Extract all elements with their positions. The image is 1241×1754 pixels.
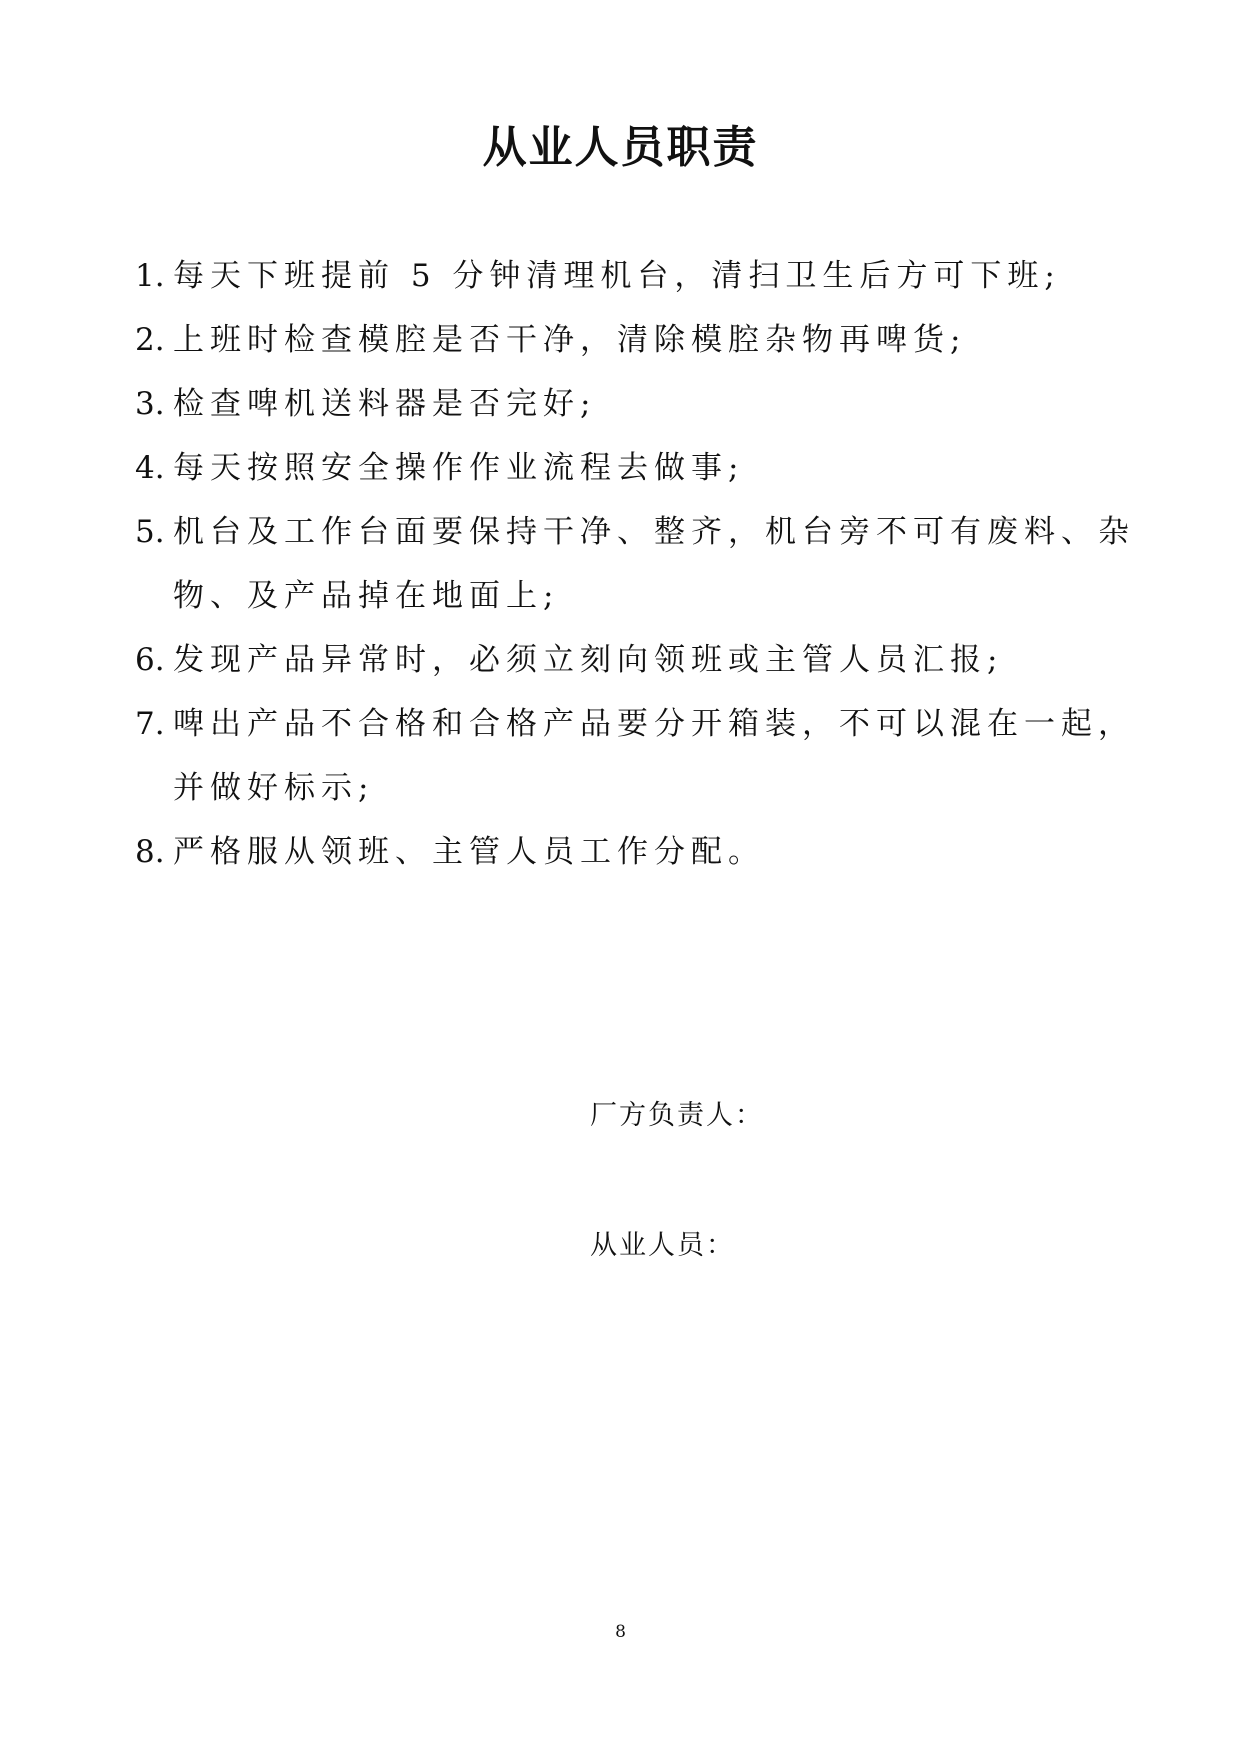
page-number: 8 — [615, 1622, 626, 1642]
list-item — [135, 436, 1135, 500]
page-title: 从业人员职责 — [482, 122, 759, 173]
factory-owner-signature-label: 厂方负责人： — [590, 1100, 764, 1131]
list-item — [135, 692, 1135, 820]
item-number: 7. — [135, 706, 165, 742]
list-item — [135, 244, 1135, 308]
item-text: 严格服从领班、主管人员工作分配。 — [173, 834, 765, 870]
item-number: 5. — [135, 514, 165, 550]
staff-signature-label: 从业人员： — [590, 1230, 735, 1261]
item-text: 每天按照安全操作作业流程去做事; — [173, 450, 745, 486]
item-text: 每天下班提前 5 分钟清理机台，清扫卫生后方可下班; — [173, 258, 1061, 294]
item-number: 4. — [135, 450, 165, 486]
item-number: 2. — [135, 322, 165, 358]
list-item — [135, 372, 1135, 436]
item-text: 啤出产品不合格和合格产品要分开箱装，不可以混在一起，并做好标示; — [173, 706, 1135, 806]
item-number: 3. — [135, 386, 165, 422]
list-item — [135, 628, 1135, 692]
duty-list — [135, 244, 1135, 884]
item-number: 1. — [135, 258, 165, 294]
item-number: 6. — [135, 642, 165, 678]
item-number: 8. — [135, 834, 165, 870]
item-text: 上班时检查模腔是否干净，清除模腔杂物再啤货; — [173, 322, 967, 358]
item-text: 发现产品异常时，必须立刻向领班或主管人员汇报; — [173, 642, 1004, 678]
item-text: 检查啤机送料器是否完好; — [173, 386, 597, 422]
list-item — [135, 308, 1135, 372]
list-item — [135, 500, 1135, 628]
list-item — [135, 820, 1135, 884]
item-text: 机台及工作台面要保持干净、整齐，机台旁不可有废料、杂物、及产品掉在地面上; — [173, 514, 1135, 614]
